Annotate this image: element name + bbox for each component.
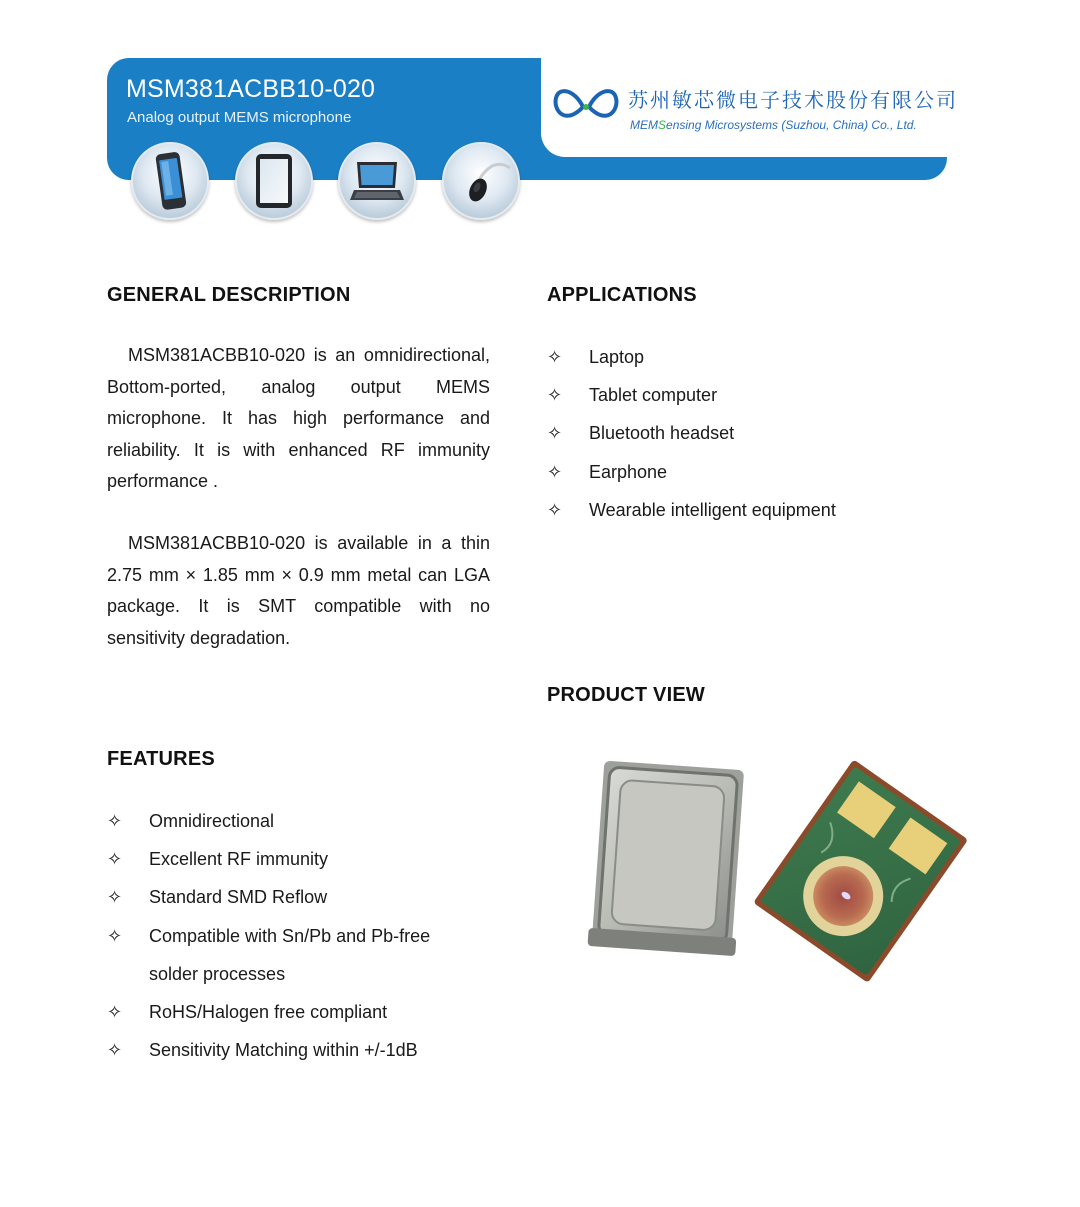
company-name-english: MEMSensing Microsystems (Suzhou, China) Co., Ltd. [630, 118, 917, 132]
star-bullet-icon: ✧ [107, 849, 123, 869]
applications-heading: APPLICATIONS [547, 284, 697, 306]
company-logo-icon [553, 80, 619, 134]
features-heading: FEATURES [107, 748, 215, 770]
company-name-chinese: 苏州敏芯微电子技术股份有限公司 [628, 90, 958, 112]
star-bullet-icon: ✧ [107, 1002, 123, 1022]
star-bullet-icon: ✧ [547, 385, 563, 405]
star-bullet-icon: ✧ [547, 423, 563, 443]
part-number-title: MSM381ACBB10-020 [126, 75, 376, 103]
general-description-heading: GENERAL DESCRIPTION [107, 284, 351, 306]
microphone-pcb-bottom-view [753, 759, 968, 983]
smartphone-icon [131, 142, 209, 220]
star-bullet-icon: ✧ [547, 347, 563, 367]
star-bullet-icon: ✧ [107, 1040, 123, 1060]
star-bullet-icon: ✧ [107, 926, 123, 946]
product-view-heading: PRODUCT VIEW [547, 684, 705, 706]
star-bullet-icon: ✧ [107, 887, 123, 907]
general-description-paragraph-1: MSM381ACBB10-020 is an omnidirectional, Bottom-ported, analog output MEMS microphone. It has high performance and reliability. It is with enhanced RF immunity performance . [107, 345, 490, 491]
star-bullet-icon: ✧ [107, 811, 123, 831]
star-bullet-icon: ✧ [547, 500, 563, 520]
general-description-paragraph-2: MSM381ACBB10-020 is available in a thin 2.75 mm × 1.85 mm × 0.9 mm metal can LGA package. It is SMT compatible with no sensitivity degradation. [107, 533, 490, 648]
laptop-icon [338, 142, 416, 220]
star-bullet-icon: ✧ [547, 462, 563, 482]
product-photo [580, 755, 980, 985]
tablet-icon [235, 142, 313, 220]
bluetooth-earpiece-icon [442, 142, 520, 220]
product-subtitle: Analog output MEMS microphone [127, 109, 352, 126]
microphone-can-top-view [587, 760, 748, 956]
